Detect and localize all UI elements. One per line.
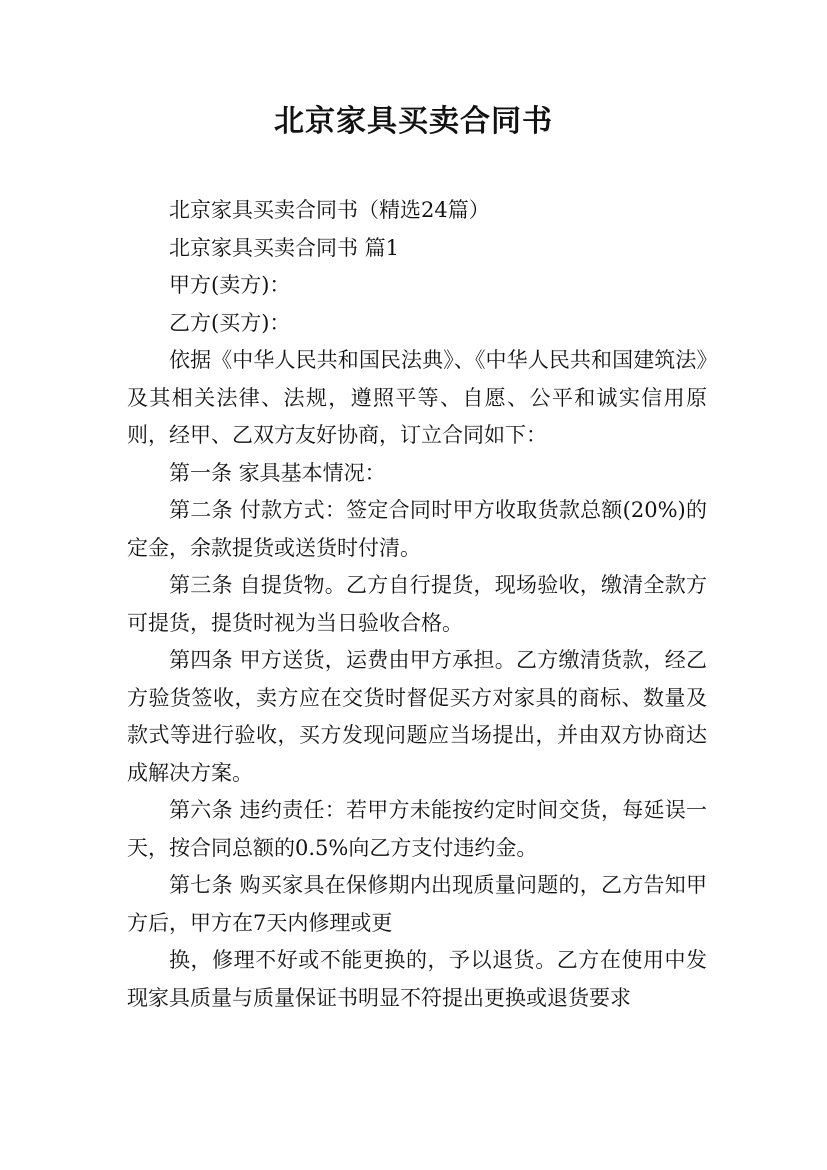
paragraph-section-heading: 北京家具买卖合同书 篇1 — [169, 235, 400, 260]
paragraph-article-7: 第七条 购买家具在保修期内出现质量问题的，乙方告知甲方后，甲方在7天内修理或更 — [127, 873, 707, 935]
paragraph-article-1: 第一条 家具基本情况： — [169, 460, 386, 485]
paragraph-party-b: 乙方(买方)： — [169, 310, 291, 335]
paragraph-article-6: 第六条 违约责任：若甲方未能按约定时间交货，每延误一天，按合同总额的0.5%向乙方支付违约金。 — [127, 798, 707, 860]
document-title: 北京家具买卖合同书 — [274, 104, 553, 139]
paragraph-preamble: 依据《中华人民共和国民法典》、《中华人民共和国建筑法》及其相关法律、法规，遵照平等、自愿、公平和诚实信用原则，经甲、乙双方友好协商，订立合同如下： — [127, 348, 707, 447]
paragraph-article-2: 第二条 付款方式：签定合同时甲方收取货款总额(20%)的定金，余款提货或送货时付清。 — [127, 498, 707, 560]
document-body — [127, 192, 707, 1017]
paragraph-article-4: 第四条 甲方送货，运费由甲方承担。乙方缴清货款，经乙方验货签收，卖方应在交货时督促买方对家具的商标、数量及款式等进行验收，买方发现问题应当场提出，并由双方协商达成解决方案。 — [127, 648, 707, 785]
paragraph-party-a: 甲方(卖方)： — [169, 273, 291, 297]
paragraph-article-7-continued: 换，修理不好或不能更换的，予以退货。乙方在使用中发现家具质量与质量保证书明显不符提出更换或退货要求 — [127, 948, 707, 1010]
paragraph-subtitle: 北京家具买卖合同书（精选24篇） — [169, 198, 490, 222]
paragraph-article-3: 第三条 自提货物。乙方自行提货，现场验收，缴清全款方可提货，提货时视为当日验收合格。 — [127, 573, 707, 635]
